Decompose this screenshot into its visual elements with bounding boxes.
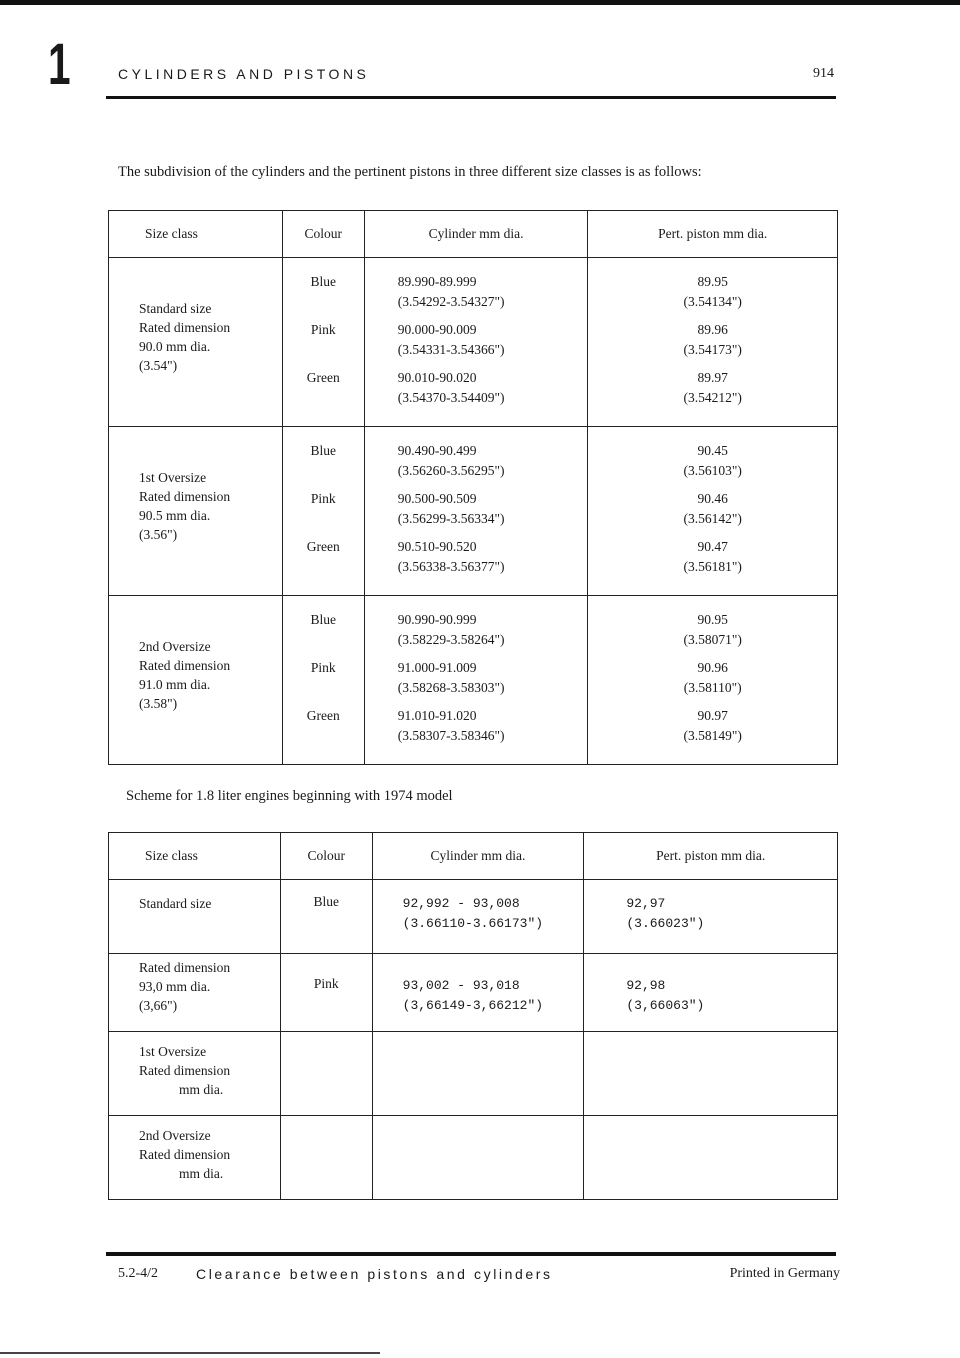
col-header-size-class: Size class (109, 833, 281, 880)
top-rule (0, 0, 960, 5)
size-class-label: Standard size (109, 880, 281, 954)
cylinder-cell: 90.990-90.999 (3.58229-3.58264") 91.000-91.009 (3.58268-3.58303") 91.010-91.020 (3.58307-3.58346") (364, 596, 588, 765)
footer-title: Clearance between pistons and cylinders (196, 1266, 553, 1282)
cylinder-cell: 93,002 - 93,018 (3,66149-3,66212") (372, 954, 584, 1032)
piston-cell (584, 1032, 838, 1116)
footer-section-code: 5.2-4/2 (118, 1266, 159, 1281)
colour-cell: Blue Pink Green (282, 427, 364, 596)
intro-text: The subdivision of the cylinders and the pertinent pistons in three different size classes is as follows: (118, 164, 702, 180)
size-class-label: 1st Oversize Rated dimension mm dia. (109, 1032, 281, 1116)
header-rule (106, 96, 836, 99)
page-number: 914 (813, 66, 834, 81)
piston-cell: 89.95 (3.54134") 89.96 (3.54173") 89.97 (3.54212") (588, 258, 838, 427)
piston-cell: 92,97 (3.66023") (584, 880, 838, 954)
scheme-caption: Scheme for 1.8 liter engines beginning with 1974 model (126, 788, 453, 804)
footer-printed-in: Printed in Germany (729, 1266, 840, 1281)
table-header-row (109, 833, 838, 880)
table-group-standard (109, 258, 838, 427)
size-class-label: Rated dimension 93,0 mm dia. (3,66") (109, 954, 281, 1032)
colour-cell: Blue Pink Green (282, 258, 364, 427)
size-class-table (108, 210, 838, 765)
size-class-label: Standard size Rated dimension 90.0 mm dia. (3.54") (109, 258, 283, 427)
col-header-size-class: Size class (109, 211, 283, 258)
table-row (109, 954, 838, 1032)
piston-cell: 90.45 (3.56103") 90.46 (3.56142") 90.47 (3.56181") (588, 427, 838, 596)
table-row (109, 1116, 838, 1200)
col-header-colour: Colour (282, 211, 364, 258)
cylinder-cell: 92,992 - 93,008 (3.66110-3.66173") (372, 880, 584, 954)
bottom-rule (0, 1352, 380, 1354)
table-row (109, 1032, 838, 1116)
cylinder-cell: 90.490-90.499 (3.56260-3.56295") 90.500-90.509 (3.56299-3.56334") 90.510-90.520 (3.56338-3.56377") (364, 427, 588, 596)
col-header-piston: Pert. piston mm dia. (584, 833, 838, 880)
table-header-row (109, 211, 838, 258)
piston-cell: 90.95 (3.58071") 90.96 (3.58110") 90.97 (3.58149") (588, 596, 838, 765)
colour-cell (280, 1032, 372, 1116)
cylinder-cell (372, 1116, 584, 1200)
footer-rule (106, 1252, 836, 1256)
col-header-piston: Pert. piston mm dia. (588, 211, 838, 258)
col-header-colour: Colour (280, 833, 372, 880)
table-group-2nd-oversize (109, 596, 838, 765)
size-class-label: 1st Oversize Rated dimension 90.5 mm dia. (3.56") (109, 427, 283, 596)
piston-cell: 92,98 (3,66063") (584, 954, 838, 1032)
colour-cell (280, 1116, 372, 1200)
scheme-table (108, 832, 838, 1200)
chapter-number: 1 (48, 32, 71, 97)
colour-cell: Pink (280, 954, 372, 1032)
cylinder-cell: 89.990-89.999 (3.54292-3.54327") 90.000-90.009 (3.54331-3.54366") 90.010-90.020 (3.54370-3.54409") (364, 258, 588, 427)
cylinder-cell (372, 1032, 584, 1116)
section-title: CYLINDERS AND PISTONS (118, 66, 370, 82)
col-header-cylinder: Cylinder mm dia. (372, 833, 584, 880)
col-header-cylinder: Cylinder mm dia. (364, 211, 588, 258)
colour-cell: Blue (280, 880, 372, 954)
table-group-1st-oversize (109, 427, 838, 596)
size-class-label: 2nd Oversize Rated dimension mm dia. (109, 1116, 281, 1200)
size-class-label: 2nd Oversize Rated dimension 91.0 mm dia. (3.58") (109, 596, 283, 765)
piston-cell (584, 1116, 838, 1200)
table-row (109, 880, 838, 954)
colour-cell: Blue Pink Green (282, 596, 364, 765)
